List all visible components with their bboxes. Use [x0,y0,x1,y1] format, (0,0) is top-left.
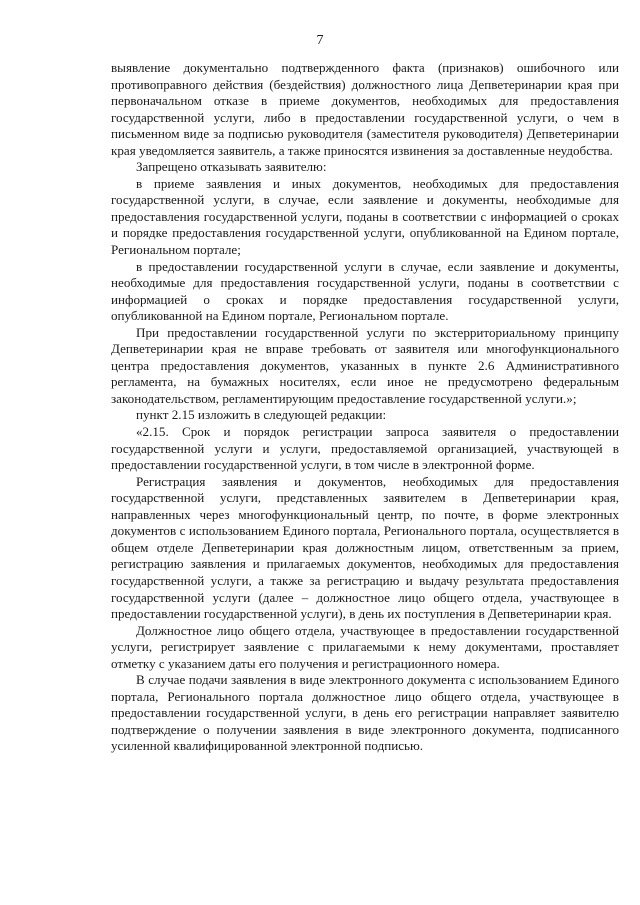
paragraph-refusal-acceptance: в приеме заявления и иных документов, необходимых для предоставления государственной услуги, в случае, если заявление и документы, необходимые для предоставления государственной услуги, поданы в соответствии с информацией о сроках и порядке предоставления государственной услуги, опубликованной на Едином портале, Региональном портале; [111,175,619,258]
document-body [111,60,619,755]
paragraph-official-registers: Должностное лицо общего отдела, участвующее в предоставлении государственной услуги, регистрирует заявление с прилагаемыми к нему документами, проставляет отметку с указанием даты его получения и регистрационного номера. [111,622,619,671]
paragraph-refusal-prohibited: Запрещено отказывать заявителю: [136,159,327,175]
paragraph-continuation: выявление документально подтвержденного факта (признаков) ошибочного или противоправного действия (бездействия) должностного лица Депветеринарии края при первоначальном отказе в приеме документов, необходимых для предоставления государственной услуги, либо в предоставлении государственной услуги, о чем в письменном виде за подписью руководителя (заместителя руководителя) Депветеринарии края уведомляется заявитель, а также приносятся извинения за доставленные неудобства. [111,60,619,158]
paragraph-registration: Регистрация заявления и документов, необходимых для предоставления государственной услуги, представленных заявителем в Депветеринарии края, направленных через многофункциональный центр, по почте, в форме электронных документов с использованием Единого портала, Регионального портала, осуществляется в общем отделе Депветеринарии края должностным лицом, ответственным за прием, регистрацию заявления и прилагаемых документов, необходимых для предоставления государственной услуги, а также за регистрацию и выдачу результата предоставления государственной услуги (далее – должностное лицо общего отдела, участвующее в предоставлении государственной услуги), в день их поступления в Депветеринарии края. [111,473,619,622]
paragraph-refusal-provision: в предоставлении государственной услуги в случае, если заявление и документы, необходимые для предоставления государственной услуги, поданы в соответствии с информацией о сроках и порядке предоставления государственной услуги, опубликованной на Едином портале, Региональном портале. [111,258,619,324]
paragraph-amendment-2-15: пункт 2.15 изложить в следующей редакции: [136,407,387,423]
page-number: 7 [316,33,324,48]
paragraph-extraterritorial: При предоставлении государственной услуги по экстерриториальному принципу Депветеринарии края не вправе требовать от заявителя или многофункционального центра предоставления документов, указанных в пункте 2.6 Административного регламента, на бумажных носителях, если иное не предусмотрено федеральным законодательством, регламентирующим предоставление государственной услуги.»; [111,324,619,406]
paragraph-electronic-submission: В случае подачи заявления в виде электронного документа с использованием Единого портала, Регионального портала должностное лицо общего отдела, участвующее в предоставлении государственной услуги, в день его регистрации направляет заявителю подтверждение о получении заявления в виде электронного документа, подписанного усиленной квалифицированной электронной подписью. [111,672,619,754]
paragraph-clause-2-15-title: «2.15. Срок и порядок регистрации запроса заявителя о предоставлении государственной услуги и услуги, предоставляемой организацией, участвующей в предоставлении государственной услуги, в том числе в электронной форме. [111,424,619,473]
